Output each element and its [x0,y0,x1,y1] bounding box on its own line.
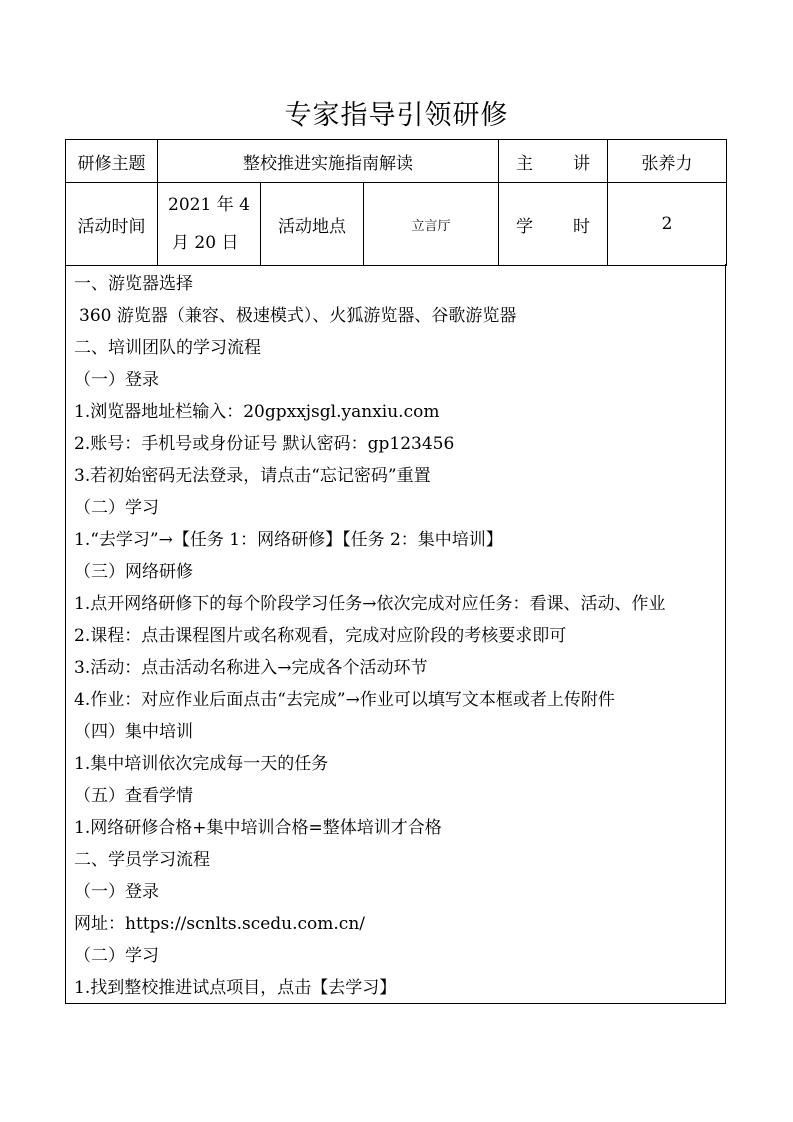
content-line: 1.网络研修合格+集中培训合格=整体培训才合格 [74,818,442,838]
lecturer-value: 张养力 [608,140,727,183]
content-box [65,264,726,1004]
hours-label: 学 时 [499,183,608,266]
hours-value: 2 [608,183,727,266]
content-line: 3.若初始密码无法登录，请点击“忘记密码”重置 [74,466,431,486]
content-line: 3.活动：点击活动名称进入→完成各个活动环节 [74,658,428,678]
lecturer-label: 主 讲 [499,140,608,183]
content-line: 2.账号：手机号或身份证号 默认密码：gp123456 [74,434,455,454]
info-table [65,139,727,266]
content-line: （二）学习 [74,946,159,966]
content-line: （四）集中培训 [74,722,193,742]
date-value [158,183,261,266]
date-line-2: 月 20 日 [172,233,239,253]
content-line: （三）网络研修 [74,562,193,582]
topic-value: 整校推进实施指南解读 [158,140,499,183]
content-line: 一、游览器选择 [74,274,193,294]
content-line: 1.浏览器地址栏输入：20gpxxjsgl.yanxiu.com [74,402,440,422]
content-line: 二、培训团队的学习流程 [74,338,261,358]
topic-label: 研修主题 [66,140,158,183]
place-label: 活动地点 [261,183,364,266]
content-line: （二）学习 [74,498,159,518]
content-line: 360 游览器（兼容、极速模式）、火狐游览器、谷歌游览器 [79,306,517,326]
content-line: 1.集中培训依次完成每一天的任务 [74,754,329,774]
time-label: 活动时间 [66,183,158,266]
content-line: 4.作业：对应作业后面点击“去完成”→作业可以填写文本框或者上传附件 [74,690,615,710]
content-line: 1.找到整校推进试点项目，点击【去学习】 [74,978,397,998]
content-line: 2.课程：点击课程图片或名称观看，完成对应阶段的考核要求即可 [74,626,567,646]
content-line: 网址：https://scnlts.scedu.com.cn/ [74,914,366,934]
page-title: 专家指导引领研修 [284,100,509,131]
content-line: （一）登录 [74,882,159,902]
date-line-1: 2021 年 4 [168,195,250,215]
content-line: （五）查看学情 [74,786,193,806]
table-row [66,183,727,266]
table-row [66,140,727,183]
place-value: 立言厅 [364,183,499,266]
content-line: 1.点开网络研修下的每个阶段学习任务→依次完成对应任务：看课、活动、作业 [74,594,666,614]
content-line: 1.“去学习”→【任务 1：网络研修】【任务 2：集中培训】 [74,530,503,550]
content-line: 二、学员学习流程 [74,850,210,870]
content-line: （一）登录 [74,370,159,390]
